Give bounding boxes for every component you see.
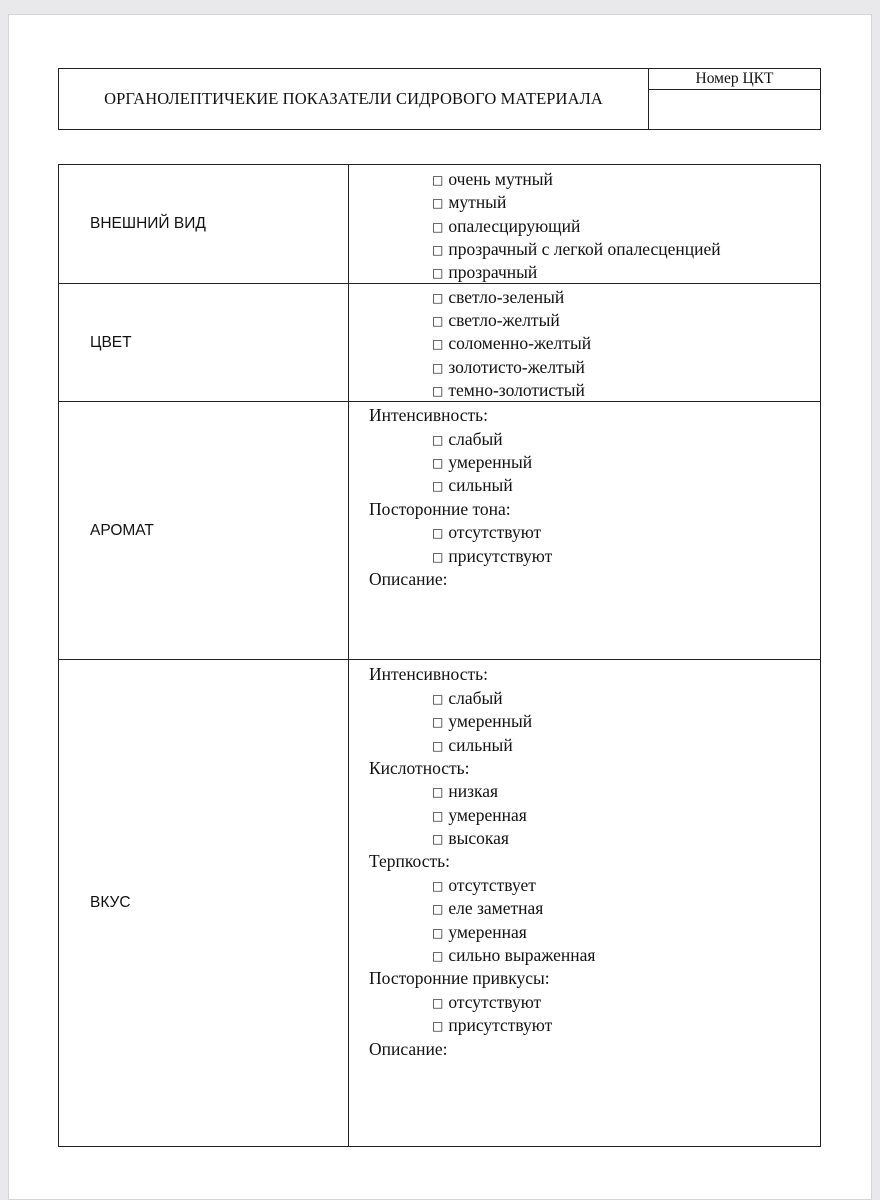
- row-taste: [59, 659, 820, 1146]
- taste-acidity-heading: Кислотность:: [369, 758, 470, 778]
- option-dark-golden[interactable]: □ темно-золотистый: [432, 380, 585, 400]
- checkbox-icon[interactable]: □: [432, 337, 444, 351]
- row-label-color: ЦВЕТ: [90, 333, 132, 351]
- aroma-intensity-heading: Интенсивность:: [369, 405, 488, 425]
- taste-intensity-heading: Интенсивность:: [369, 664, 488, 684]
- row-label-taste: ВКУС: [90, 894, 131, 911]
- checkbox-icon[interactable]: □: [432, 902, 444, 916]
- checkbox-icon[interactable]: □: [432, 785, 444, 799]
- form-title: ОРГАНОЛЕПТИЧЕКИЕ ПОКАЗАТЕЛИ СИДРОВОГО МАТЕРИАЛА: [104, 89, 603, 108]
- taste-option-moderate[interactable]: □ умеренный: [432, 711, 533, 731]
- ckt-number-label: Номер ЦКТ: [649, 69, 820, 90]
- checkbox-icon[interactable]: □: [432, 479, 444, 493]
- row-content-appearance: [348, 165, 820, 283]
- checkbox-icon[interactable]: □: [432, 433, 444, 447]
- aroma-offnotes-heading: Посторонние тона:: [369, 499, 511, 519]
- checkbox-icon[interactable]: □: [432, 243, 444, 257]
- aroma-option-moderate[interactable]: □ умеренный: [432, 452, 533, 472]
- option-clear[interactable]: □ прозрачный: [432, 262, 538, 282]
- offflavors-option-absent[interactable]: □ отсутствуют: [432, 992, 542, 1012]
- acidity-option-moderate[interactable]: □ умеренная: [432, 805, 527, 825]
- checkbox-icon[interactable]: □: [432, 832, 444, 846]
- aroma-description-heading: Описание:: [369, 569, 448, 589]
- checkbox-icon[interactable]: □: [432, 196, 444, 210]
- option-straw-yellow[interactable]: □ соломенно-желтый: [432, 333, 592, 353]
- row-content-aroma: [348, 402, 820, 659]
- checkbox-icon[interactable]: □: [432, 715, 444, 729]
- row-appearance: [59, 165, 820, 283]
- taste-option-strong[interactable]: □ сильный: [432, 735, 513, 755]
- row-label-appearance: ВНЕШНИЙ ВИД: [90, 215, 206, 232]
- checkbox-icon[interactable]: □: [432, 291, 444, 305]
- checkbox-icon[interactable]: □: [432, 173, 444, 187]
- checkbox-icon[interactable]: □: [432, 361, 444, 375]
- aroma-option-weak[interactable]: □ слабый: [432, 429, 503, 449]
- checkbox-icon[interactable]: □: [432, 996, 444, 1010]
- checkbox-icon[interactable]: □: [432, 1019, 444, 1033]
- header-table: [58, 68, 821, 130]
- checkbox-icon[interactable]: □: [432, 692, 444, 706]
- aroma-offnotes-absent[interactable]: □ отсутствуют: [432, 522, 542, 542]
- ckt-number-field[interactable]: [649, 90, 820, 129]
- checkbox-icon[interactable]: □: [432, 314, 444, 328]
- row-aroma: [59, 401, 820, 659]
- indicators-table: [58, 164, 821, 1147]
- row-content-color: [348, 284, 820, 401]
- checkbox-icon[interactable]: □: [432, 266, 444, 280]
- checkbox-icon[interactable]: □: [432, 926, 444, 940]
- offflavors-option-present[interactable]: □ присутствуют: [432, 1015, 553, 1035]
- aroma-offnotes-present[interactable]: □ присутствуют: [432, 546, 553, 566]
- checkbox-icon[interactable]: □: [432, 550, 444, 564]
- option-golden-yellow[interactable]: □ золотисто-желтый: [432, 357, 585, 377]
- aroma-option-strong[interactable]: □ сильный: [432, 475, 513, 495]
- checkbox-icon[interactable]: □: [432, 879, 444, 893]
- checkbox-icon[interactable]: □: [432, 809, 444, 823]
- taste-description-heading: Описание:: [369, 1039, 448, 1059]
- acidity-option-high[interactable]: □ высокая: [432, 828, 509, 848]
- astringency-option-moderate[interactable]: □ умеренная: [432, 922, 527, 942]
- option-very-cloudy[interactable]: □ очень мутный: [432, 169, 553, 189]
- astringency-option-strong[interactable]: □ сильно выраженная: [432, 945, 596, 965]
- row-color: [59, 283, 820, 401]
- option-light-green[interactable]: □ светло-зеленый: [432, 287, 565, 307]
- checkbox-icon[interactable]: □: [432, 456, 444, 470]
- row-label-aroma: АРОМАТ: [90, 521, 154, 539]
- checkbox-icon[interactable]: □: [432, 526, 444, 540]
- astringency-option-barely[interactable]: □ еле заметная: [432, 898, 544, 918]
- option-clear-slight-opalescence[interactable]: □ прозрачный с легкой опалесценцией: [432, 239, 721, 259]
- option-light-yellow[interactable]: □ светло-желтый: [432, 310, 560, 330]
- option-opalescent[interactable]: □ опалесцирующий: [432, 216, 581, 236]
- option-cloudy[interactable]: □ мутный: [432, 192, 507, 212]
- ckt-number-cell: [648, 69, 820, 129]
- acidity-option-low[interactable]: □ низкая: [432, 781, 499, 801]
- checkbox-icon[interactable]: □: [432, 739, 444, 753]
- checkbox-icon[interactable]: □: [432, 384, 444, 398]
- taste-offflavors-heading: Посторонние привкусы:: [369, 968, 550, 988]
- row-content-taste: [348, 660, 820, 1146]
- checkbox-icon[interactable]: □: [432, 220, 444, 234]
- taste-option-weak[interactable]: □ слабый: [432, 688, 503, 708]
- astringency-option-absent[interactable]: □ отсутствует: [432, 875, 536, 895]
- checkbox-icon[interactable]: □: [432, 949, 444, 963]
- taste-astringency-heading: Терпкость:: [369, 851, 450, 871]
